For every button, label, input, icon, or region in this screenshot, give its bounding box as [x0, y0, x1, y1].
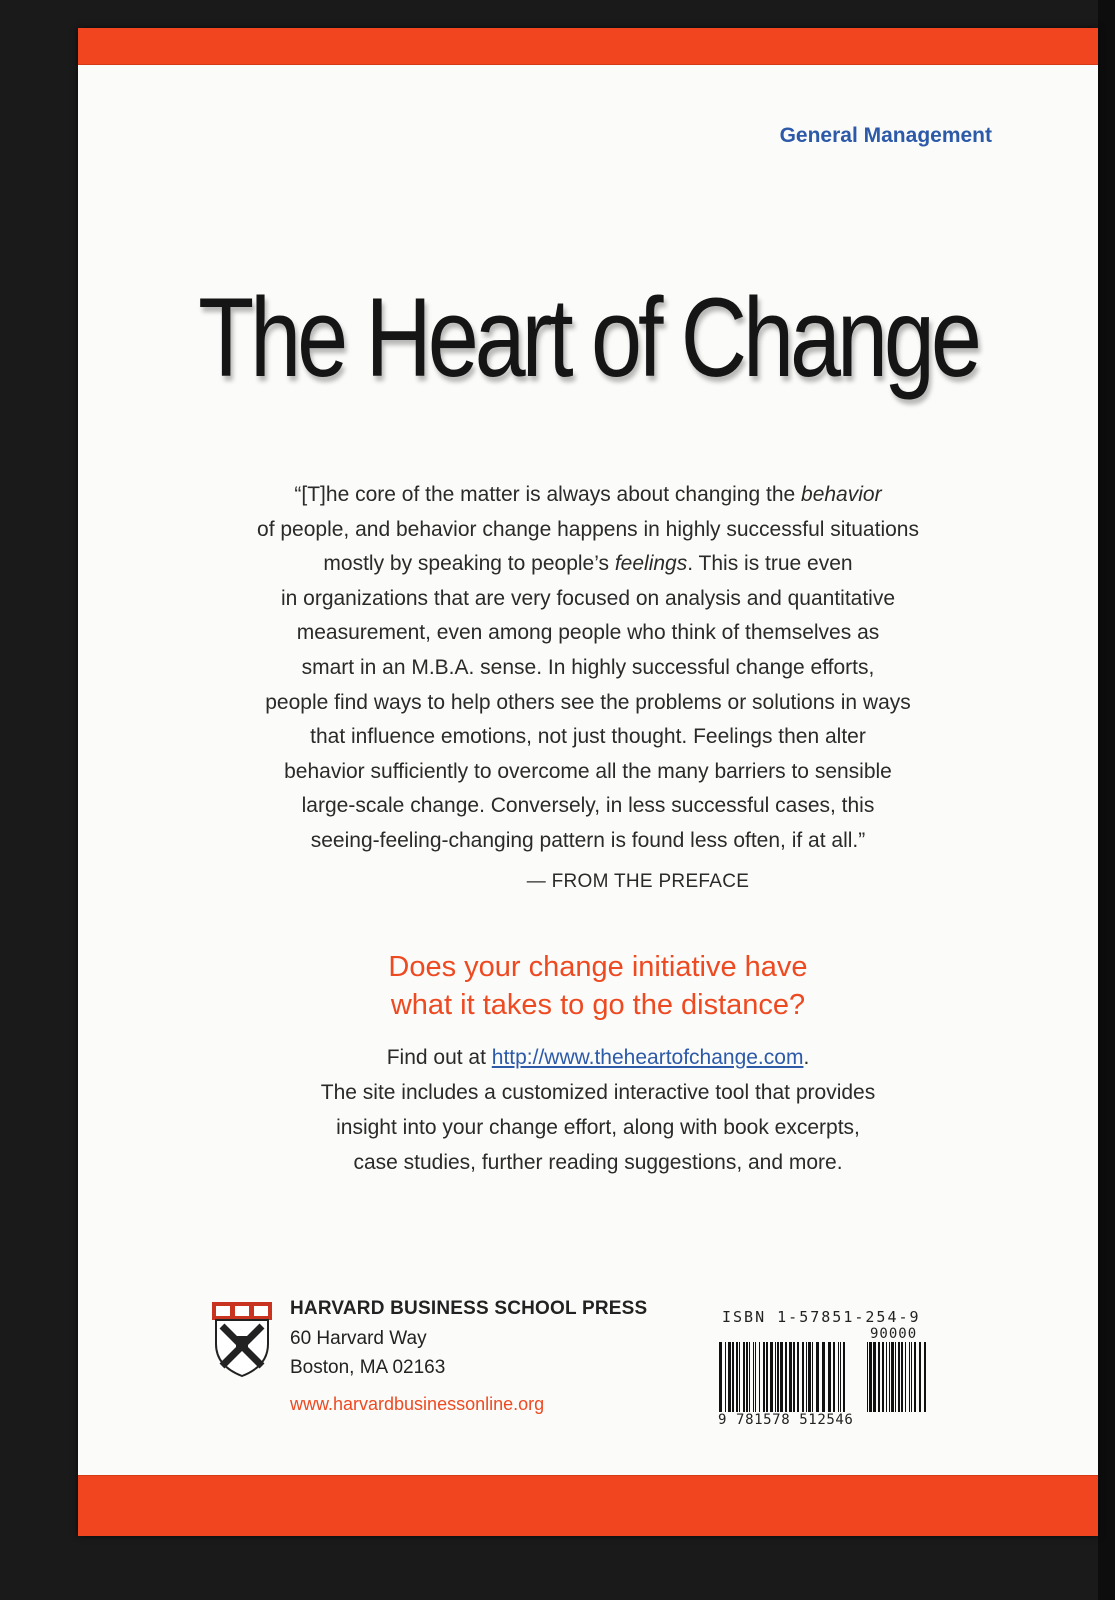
publisher-address-line2: Boston, MA 02163 — [290, 1357, 446, 1378]
quote-line — [158, 478, 1018, 513]
quote-line — [158, 616, 1018, 651]
info-suffix: . — [803, 1046, 810, 1069]
quote-text: in organizations that are very focused on analysis and quantitative — [280, 586, 896, 610]
top-color-band — [78, 28, 1098, 65]
quote-text: that influence emotions, not just thought. Feelings then alter — [310, 725, 866, 749]
quote-emphasis: feelings — [614, 552, 688, 576]
category-label: General Management — [779, 124, 992, 147]
quote-text: “[T]he core of the matter is always about changing the — [294, 483, 802, 506]
quote-line — [158, 720, 1018, 755]
preface-quote — [158, 478, 1018, 859]
quote-text: people find ways to help others see the problems or solutions in ways — [265, 690, 911, 714]
website-link[interactable]: http://www.theheartofchange.com — [491, 1046, 804, 1069]
quote-line — [158, 513, 1018, 548]
quote-line — [158, 686, 1018, 721]
call-to-action — [78, 948, 1098, 1024]
isbn-label: ISBN 1-57851-254-9 — [722, 1308, 921, 1326]
quote-line — [158, 582, 1018, 617]
book-back-cover — [78, 28, 1098, 1536]
ean-barcode — [718, 1342, 848, 1412]
info-line: The site includes a customized interactive tool that provides — [320, 1081, 876, 1104]
harvard-shield-logo — [210, 1300, 274, 1378]
addon-barcode — [866, 1342, 928, 1412]
publisher-website: www.harvardbusinessonline.org — [290, 1394, 545, 1414]
bottom-color-band — [78, 1475, 1098, 1536]
quote-text: mostly by speaking to people’s — [323, 552, 615, 576]
quote-text: smart in an M.B.A. sense. In highly successful change efforts, — [301, 655, 875, 679]
quote-emphasis: behavior — [801, 483, 882, 506]
barcode — [718, 1326, 938, 1440]
quote-text: seeing-feeling-changing pattern is found less often, if at all.” — [310, 828, 866, 852]
quote-text: measurement, even among people who think of themselves as — [296, 621, 880, 645]
quote-text: behavior sufficiently to overcome all the many barriers to sensible — [284, 759, 892, 783]
book-title: The Heart of Change — [198, 275, 978, 400]
info-line — [168, 1040, 1028, 1075]
cta-line: Does your change initiative have — [388, 951, 808, 983]
quote-line — [158, 789, 1018, 824]
ean-number: 9 781578 512546 — [718, 1412, 854, 1428]
quote-line — [158, 824, 1018, 859]
quote-line — [158, 755, 1018, 790]
info-line: case studies, further reading suggestions, and more. — [353, 1151, 843, 1174]
publisher-address-line1: 60 Harvard Way — [290, 1328, 427, 1349]
background-edge — [1098, 0, 1115, 1600]
publisher-name: HARVARD BUSINESS SCHOOL PRESS — [290, 1298, 648, 1319]
quote-text: of people, and behavior change happens in highly successful situations — [257, 517, 919, 541]
price-code: 90000 — [870, 1326, 918, 1342]
quote-source: — FROM THE PREFACE — [526, 871, 750, 892]
quote-text: . This is true even — [687, 552, 853, 576]
info-prefix: Find out at — [386, 1046, 492, 1069]
quote-line — [158, 651, 1018, 686]
website-info — [168, 1040, 1028, 1180]
quote-text: large-scale change. Conversely, in less successful cases, this — [301, 794, 875, 818]
publisher-block — [290, 1294, 647, 1415]
cta-line: what it takes to go the distance? — [390, 989, 806, 1021]
info-line: insight into your change effort, along with book excerpts, — [336, 1116, 860, 1139]
quote-line — [158, 547, 1018, 582]
